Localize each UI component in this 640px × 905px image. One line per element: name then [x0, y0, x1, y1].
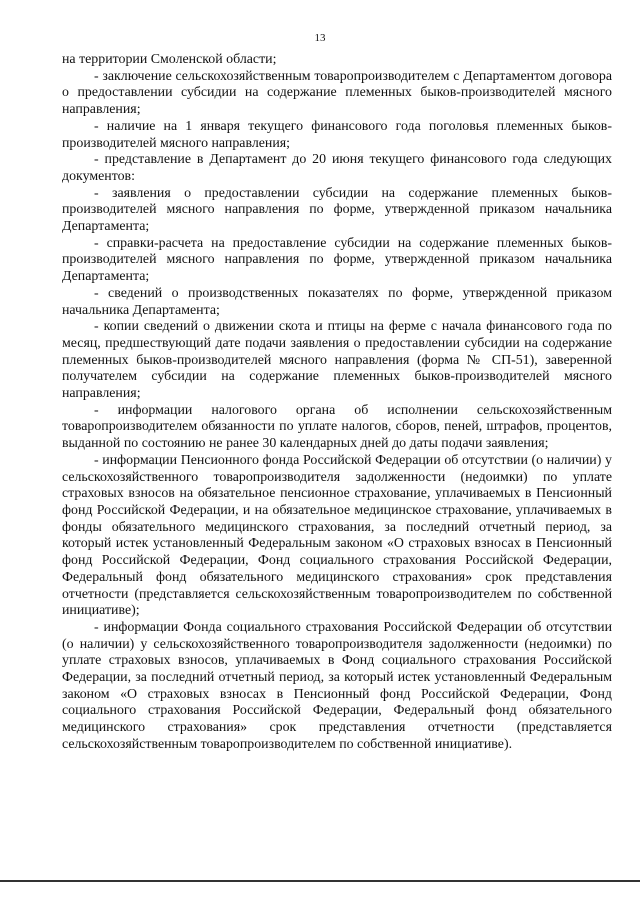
paragraph-item: - информации налогового органа об исполнении сельскохозяйственным товаропроизводителем обязанности по уплате налогов, сборов, пеней, штрафов, процентов, выданной по состоянию не ранее 30 календарных дней до даты подачи заявления; [62, 402, 612, 452]
paragraph-item: - сведений о производственных показателях по форме, утвержденной приказом начальника Департамента; [62, 285, 612, 318]
paragraph-continuation: на территории Смоленской области; [62, 52, 277, 67]
paragraph-item: - информации Фонда социального страхования Российской Федерации об отсутствии (о наличии) у сельскохозяйственного товаропроизводителя задолженности (недоимки) по уплате страховых взносов, уплачиваемых в Фонд социального страхования Российской Федерации, за последний отчетный период, за который истек установленный Федеральным законом «О страховых взносах в Пенсионный фонд Российской Федерации, Фонд социального страхования Российской Федерации, Федеральный фонд обязательного медицинского страхования» срок представления отчетности (представляется сельскохозяйственным товаропроизводителем по собственной инициативе). [62, 619, 612, 752]
paragraph-item: - заключение сельскохозяйственным товаропроизводителем с Департаментом договора о предоставлении субсидии на содержание племенных быков-производителей мясного направления; [62, 68, 612, 118]
paragraph-item: - информации Пенсионного фонда Российской Федерации об отсутствии (о наличии) у сельскохозяйственного товаропроизводителя задолженности (недоимки) по уплате страховых взносов на обязательное пенсионное страхование, уплачиваемых в Пенсионный фонд Российской Федерации, и на обязательное медицинское страхование, уплачиваемых в фонды обязательного медицинского страхования, за последний отчетный период, за который истек установленный Федеральным законом «О страховых взносах в Пенсионный фонд Российской Федерации, Фонд социального страхования Российской Федерации, Федеральный фонд обязательного медицинского страхования» срок представления отчетности (представляется сельскохозяйственным товаропроизводителем по собственной инициативе); [62, 452, 612, 619]
paragraph-item: - представление в Департамент до 20 июня текущего финансового года следующих документов: [62, 152, 612, 184]
bottom-rule [0, 880, 640, 882]
paragraph-item: - копии сведений о движении скота и птицы на ферме с начала финансового года по месяц, предшествующий дате подачи заявления о предоставлении субсидии на содержание племенных быков-производителей мясного направления (форма № СП-51), заверенной получателем субсидии на содержание племенных быков-производителей мясного направления; [62, 319, 612, 402]
paragraph-item: - заявления о предоставлении субсидии на содержание племенных быков-производителей мясного направления по форме, утвержденной приказом начальника Департамента; [62, 185, 612, 235]
paragraph-item: - справки-расчета на предоставление субсидии на содержание племенных быков-производителей мясного направления по форме, утвержденной приказом начальника Департамента; [62, 235, 612, 285]
page-number: 13 [314, 32, 326, 44]
document-body [62, 52, 612, 754]
paragraph-item: - наличие на 1 января текущего финансового года поголовья племенных быков-производителей мясного направления; [62, 118, 612, 151]
